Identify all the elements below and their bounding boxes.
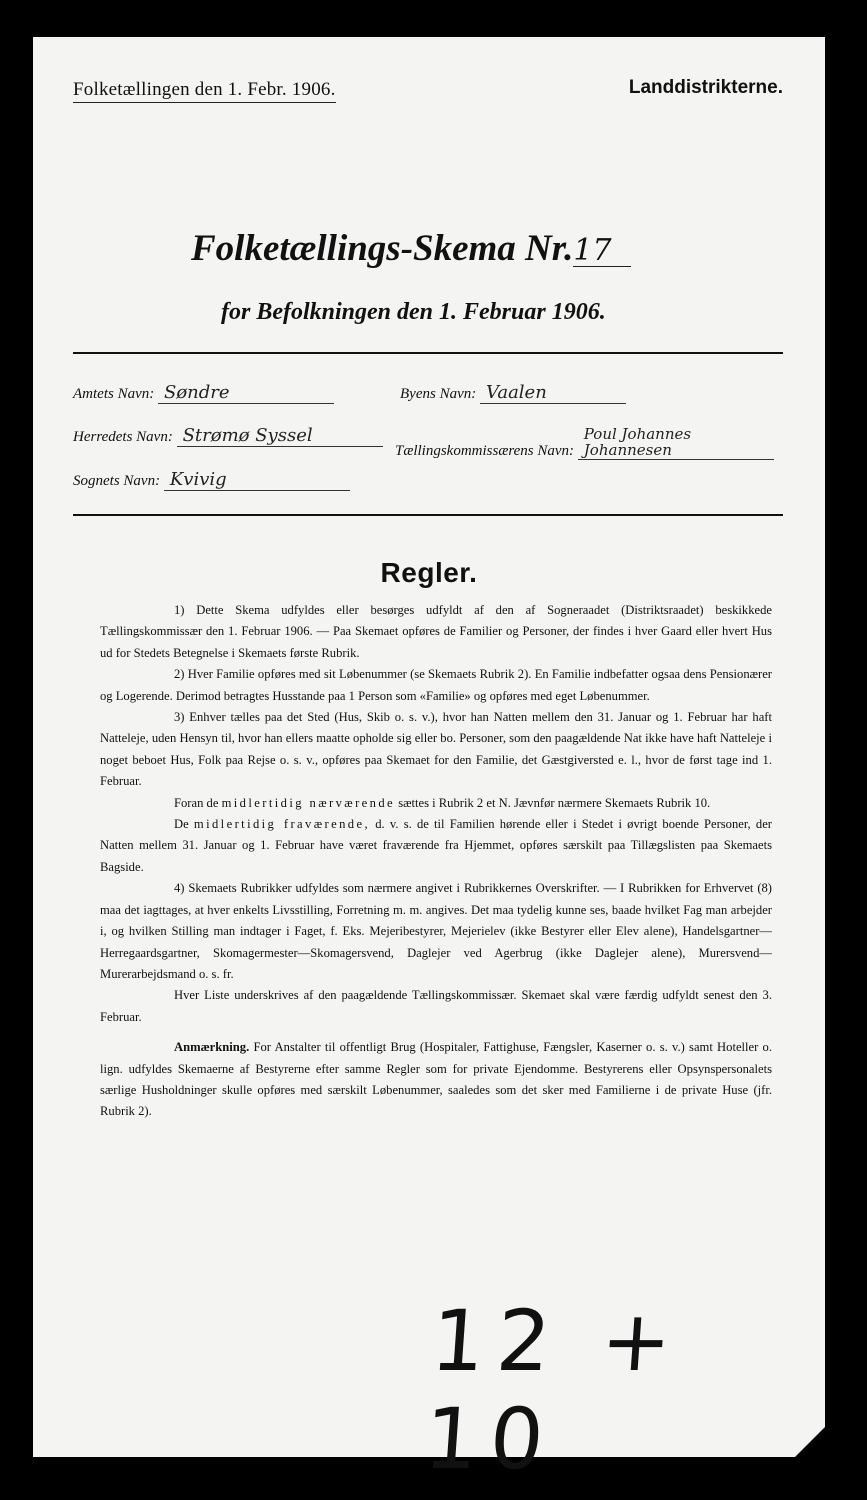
rule-2: 2) Hver Familie opføres med sit Løbenummer (se Skemaets Rubrik 2). En Familie indbefatter ogsaa dens Pensionærer og Logerende. Derimod betragtes Husstande paa 1 Person som «Familie» og opføres med eget Løbenummer.	[100, 667, 772, 703]
sogn-value: Kvivig	[164, 471, 350, 491]
rule-signature: Hver Liste underskrives af den paagældende Tællingskommissær. Skemaet skal være færdig udfyldt senest den 3. Februar.	[100, 988, 772, 1024]
rule-3-absent-pre: De	[174, 817, 194, 832]
header-district-type: Landdistrikterne.	[628, 77, 783, 98]
divider-bottom	[73, 514, 783, 516]
rules-heading: Regler.	[380, 557, 478, 588]
rule-3-present	[100, 793, 772, 814]
herred-label: Herredets Navn:	[73, 429, 173, 445]
herred-field	[73, 427, 383, 447]
sogn-label: Sognets Navn:	[73, 473, 161, 489]
census-form-page	[33, 37, 825, 1488]
handwritten-note: 12 + 10	[421, 1292, 687, 1488]
divider-top	[73, 352, 783, 354]
rules-body	[100, 600, 772, 1123]
folded-corner	[795, 1427, 825, 1457]
rule-3-present-emph: midlertidig nærværende	[221, 795, 396, 810]
rule-3-present-post: sættes i Rubrik 2 et N. Jævnfør nærmere Skemaets Rubrik 10.	[395, 795, 711, 810]
rule-3-absent	[100, 814, 772, 878]
rule-3-present-pre: Foran de	[174, 795, 222, 810]
kommissaer-field	[395, 427, 774, 460]
rule-3: 3) Enhver tælles paa det Sted (Hus, Skib o. s. v.), hvor han Natten mellem den 31. Januar og 1. Februar har haft Natteleje, uden Hensyn til, hvor han ellers maatte opholde sig eller bo. Personer, som den paagældende Nat ikke have haft Natteleje i noget beboet Hus, Folk paa Rejse o. s. v., opføres paa Skemaet for den Familie, det Gæstgiversted e. l., hvor de først tage ind 1. Februar.	[100, 710, 772, 789]
amt-field	[73, 384, 334, 404]
kommissaer-label: Tællingskommissærens Navn:	[395, 442, 575, 459]
form-number: 17	[573, 236, 631, 267]
header-census-date: Folketællingen den 1. Febr. 1906.	[73, 79, 336, 103]
rule-1: 1) Dette Skema udfyldes eller besørges udfyldt af den af Sogneraadet (Distriktsraadet) beskikkede Tællingskommissær den 1. Februar 1906. — Paa Skemaet opføres de Familier og Personer, der findes i hver Gaard eller hvert Hus ud for Stedets Betegnelse i Skemaets første Rubrik.	[100, 603, 772, 660]
form-title	[191, 227, 631, 270]
rule-4: 4) Skemaets Rubrikker udfyldes som nærmere angivet i Rubrikkernes Overskrifter. — I Rubrikken for Erhvervet (8) maa det iagttages, at hver enkelts Livsstilling, Forretning m. m. angives. Det maa tydelig kunne ses, baade hvilket Fag man arbejder i, og hvilken Stilling man indtager i Faget, f. Eks. Mejeribestyrer, Mejerielev (ikke Bestyrer eller Elev alene), Handelsgartner—Herregaardsgartner, Skomagermester—Skomagersvend, Daglejer ved Agerbrug (ikke Daglejer alene), Murersvend—Murerarbejdsmand o. s. fr.	[100, 881, 772, 981]
amt-value: Søndre	[158, 384, 334, 404]
by-label: Byens Navn:	[400, 386, 477, 402]
herred-value: Strømø Syssel	[177, 427, 383, 447]
form-subtitle: for Befolkningen den 1. Februar 1906.	[221, 299, 606, 325]
remark-text: For Anstalter til offentligt Brug (Hospitaler, Fattighuse, Fængsler, Kaserner o. s. v.) samt Hoteller o. lign. udfyldes Skemaerne af Bestyrerne efter samme Regler som for private Ejendomme. Bestyrerens eller Opsynspersonalets særlige Husholdninger skulle opføres med særskilt Løbenummer, saaledes som det sker med Familierne i de private Huse (jfr. Rubrik 2).	[100, 1040, 772, 1119]
amt-label: Amtets Navn:	[73, 386, 155, 402]
remark-label: Anmærkning.	[174, 1040, 250, 1055]
by-field	[400, 384, 626, 404]
sogn-field	[73, 471, 350, 491]
form-title-text: Folketællings-Skema Nr.	[191, 228, 574, 269]
by-value: Vaalen	[480, 384, 626, 404]
rule-3-absent-emph: midlertidig fraværende,	[193, 817, 371, 832]
rule-3-absent-post: d. v. s. de til Familien hørende eller i Stedet i øvrigt boende Personer, der Natten mellem 31. Januar og 1. Februar have været fraværende fra Hjemmet, opføres særskilt paa Tillægslisten paa Skemaets Bagside.	[100, 817, 772, 874]
remark	[100, 1037, 772, 1123]
kommissaer-value: Poul Johannes Johannesen	[578, 427, 774, 460]
